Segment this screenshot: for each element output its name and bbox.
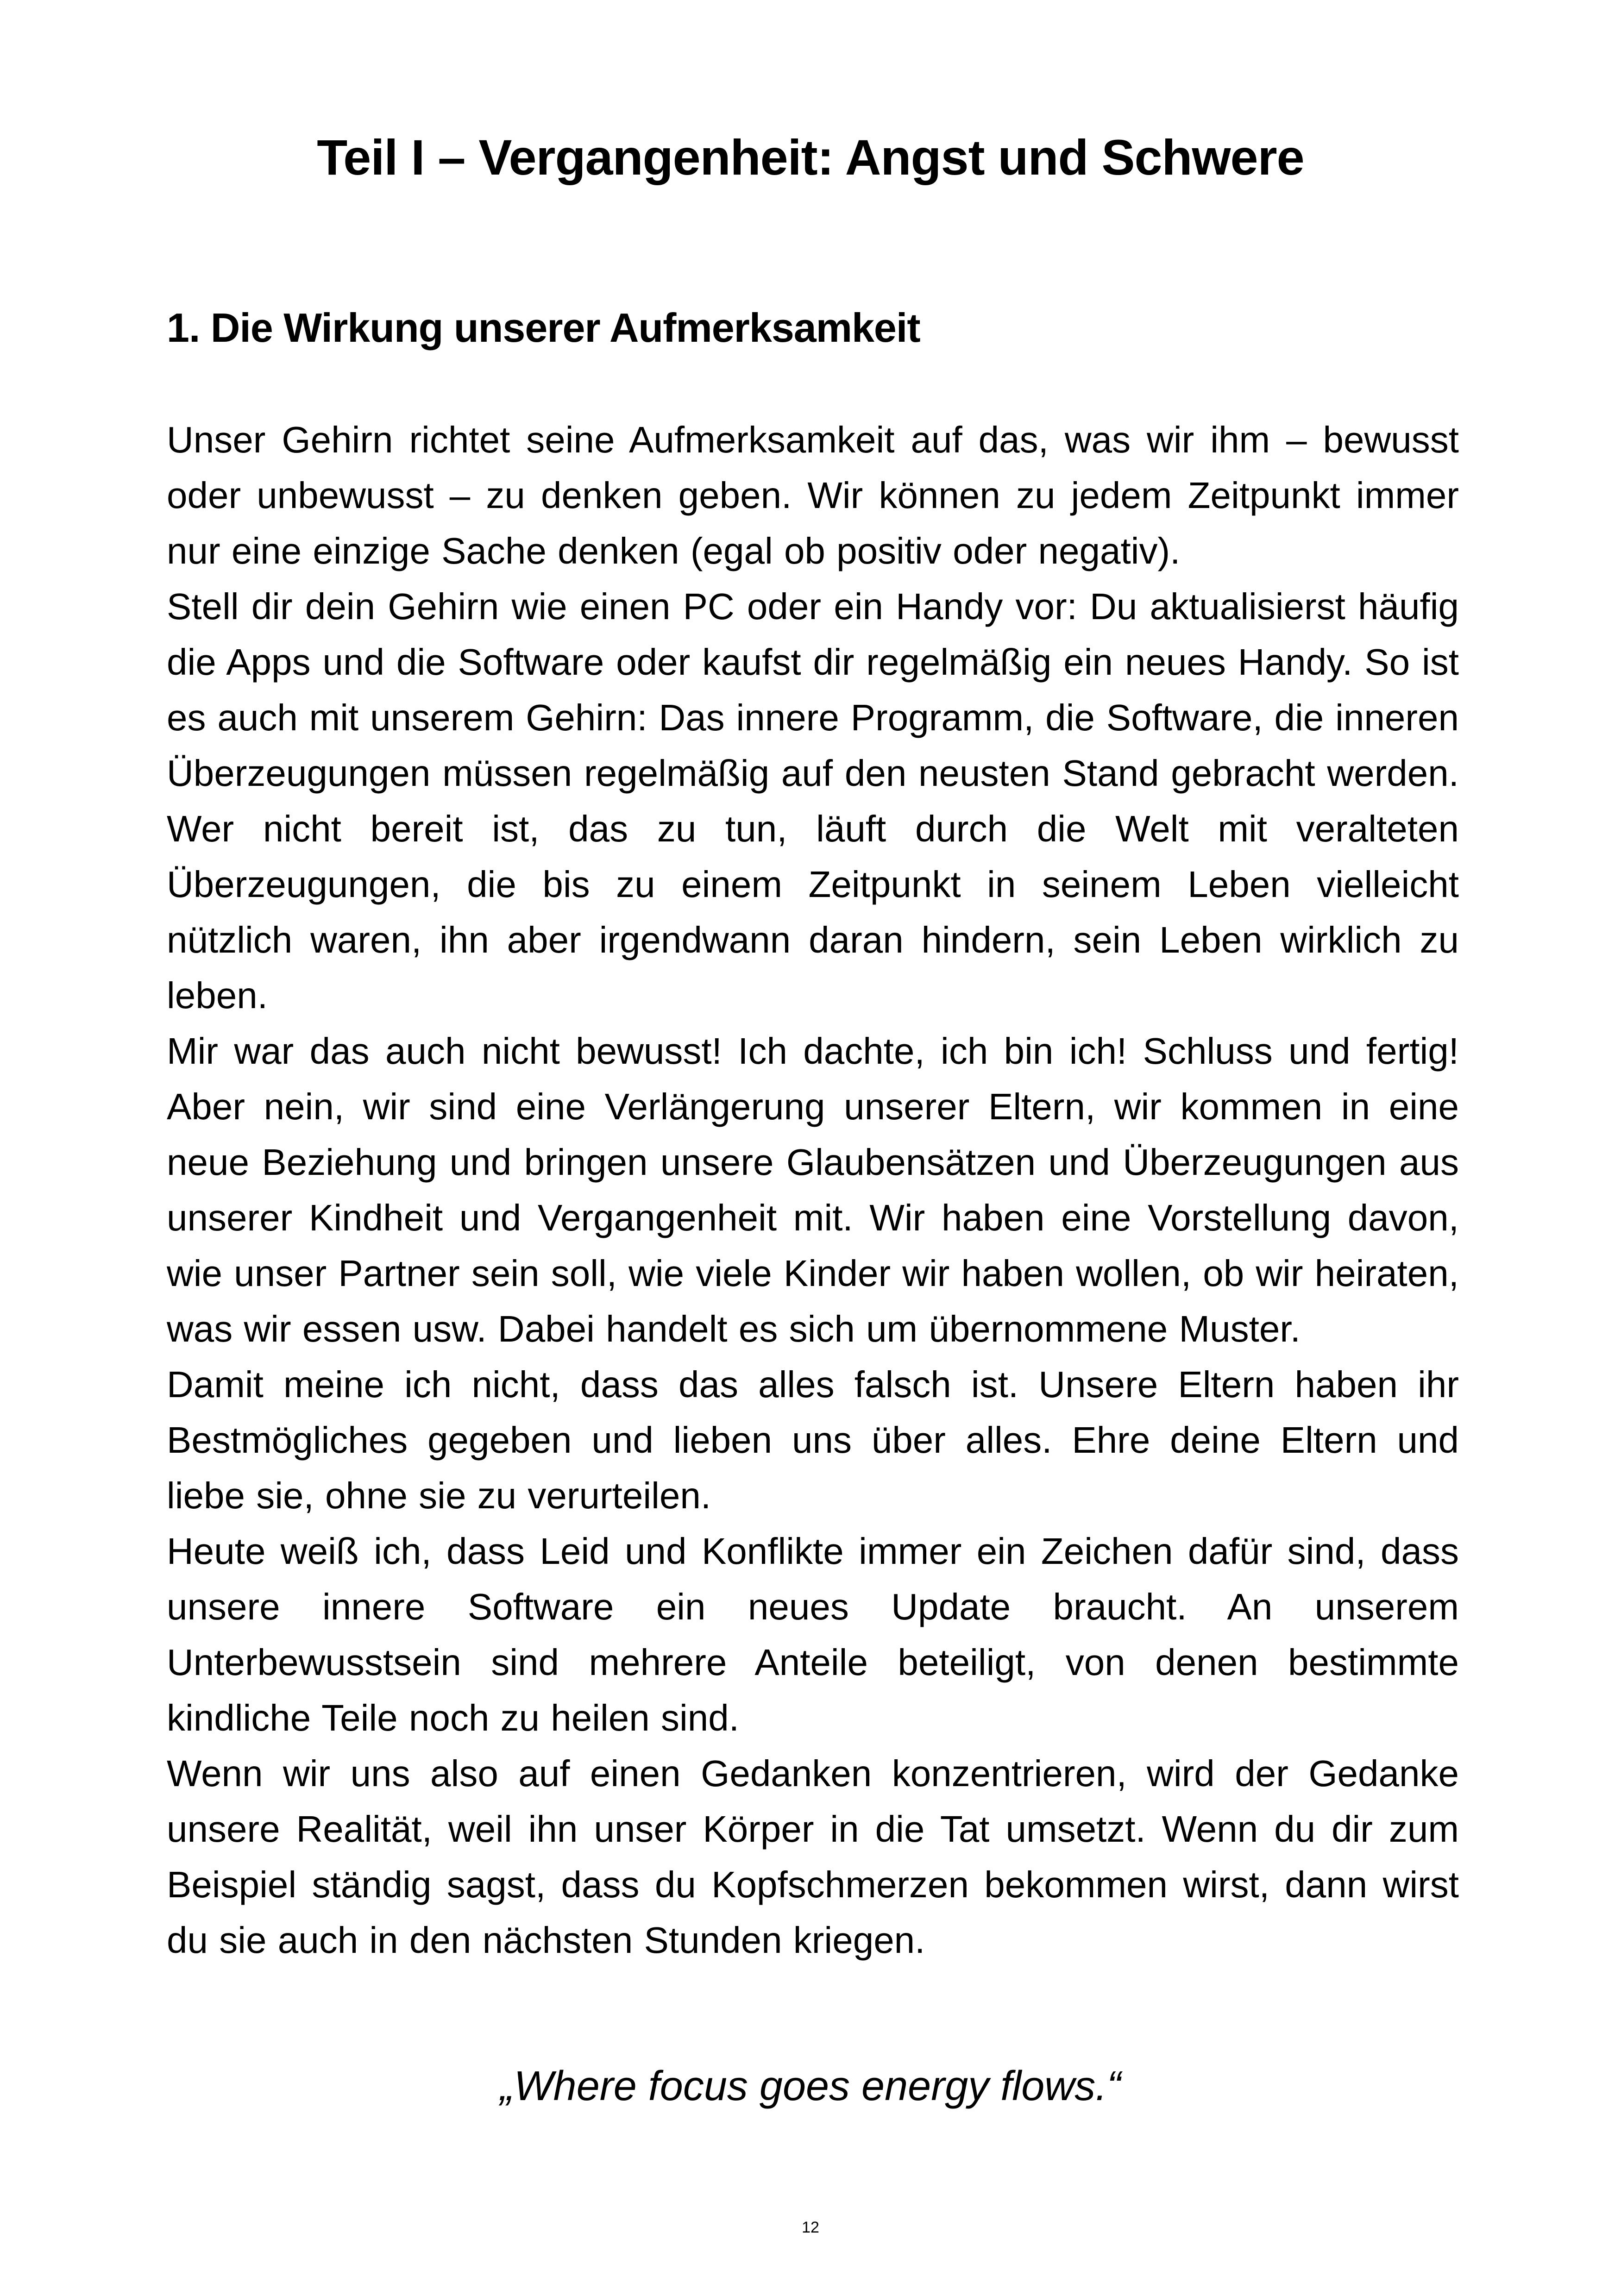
paragraph: Mir war das auch nicht bewusst! Ich dachte, ich bin ich! Schluss und fertig! Aber nein, wir sind eine Verlängerung unserer Eltern, wir kommen in eine neue Beziehung und bringen unsere Glaubensätzen und Überzeugungen aus unserer Kindheit und Vergangenheit mit. Wir haben eine Vorstellung davon, wie unser Partner sein soll, wie viele Kinder wir haben wollen, ob wir heiraten, was wir essen usw. Dabei handelt es sich um übernommene Muster. [167, 1030, 1459, 1349]
paragraph: Unser Gehirn richtet seine Aufmerksamkeit auf das, was wir ihm – bewusst oder unbewusst – zu denken geben. Wir können zu jedem Zeitpunkt immer nur eine einzige Sache denken (egal ob positiv oder negativ). [167, 419, 1459, 571]
part-title: Teil I – Vergangenheit: Angst und Schwere [317, 129, 1304, 185]
chapter-title: 1. Die Wirkung unserer Aufmerksamkeit [167, 305, 920, 351]
paragraph: Heute weiß ich, dass Leid und Konflikte immer ein Zeichen dafür sind, dass unsere innere Software ein neues Update braucht. An unserem Unterbewusstsein sind mehrere Anteile beteiligt, von denen bestimmte kindliche Teile noch zu heilen sind. [167, 1531, 1459, 1738]
paragraph: Stell dir dein Gehirn wie einen PC oder ein Handy vor: Du aktualisierst häufig die Apps und die Software oder kaufst dir regelmäßig ein neues Handy. So ist es auch mit unserem Gehirn: Das innere Programm, die Software, die inneren Überzeugungen müssen regelmäßig auf den neusten Stand gebracht werden. Wer nicht bereit ist, das zu tun, läuft durch die Welt mit veralteten Überzeugungen, die bis zu einem Zeitpunkt in seinem Leben vielleicht nützlich waren, ihn aber irgendwann daran hindern, sein Leben wirklich zu leben. [167, 586, 1459, 1016]
page-number: 12 [802, 2219, 819, 2236]
paragraph: Wenn wir uns also auf einen Gedanken konzentrieren, wird der Gedanke unsere Realität, weil ihn unser Körper in die Tat umsetzt. Wenn du dir zum Beispiel ständig sagst, dass du Kopfschmerzen bekommen wirst, dann wirst du sie auch in den nächsten Stunden kriegen. [167, 1753, 1459, 1961]
quote: „Where focus goes energy flows.“ [500, 2063, 1121, 2109]
paragraph: Damit meine ich nicht, dass das alles falsch ist. Unsere Eltern haben ihr Bestmögliches gegeben und lieben uns über alles. Ehre deine Eltern und liebe sie, ohne sie zu verurteilen. [167, 1364, 1459, 1516]
body-text [167, 412, 1459, 1968]
